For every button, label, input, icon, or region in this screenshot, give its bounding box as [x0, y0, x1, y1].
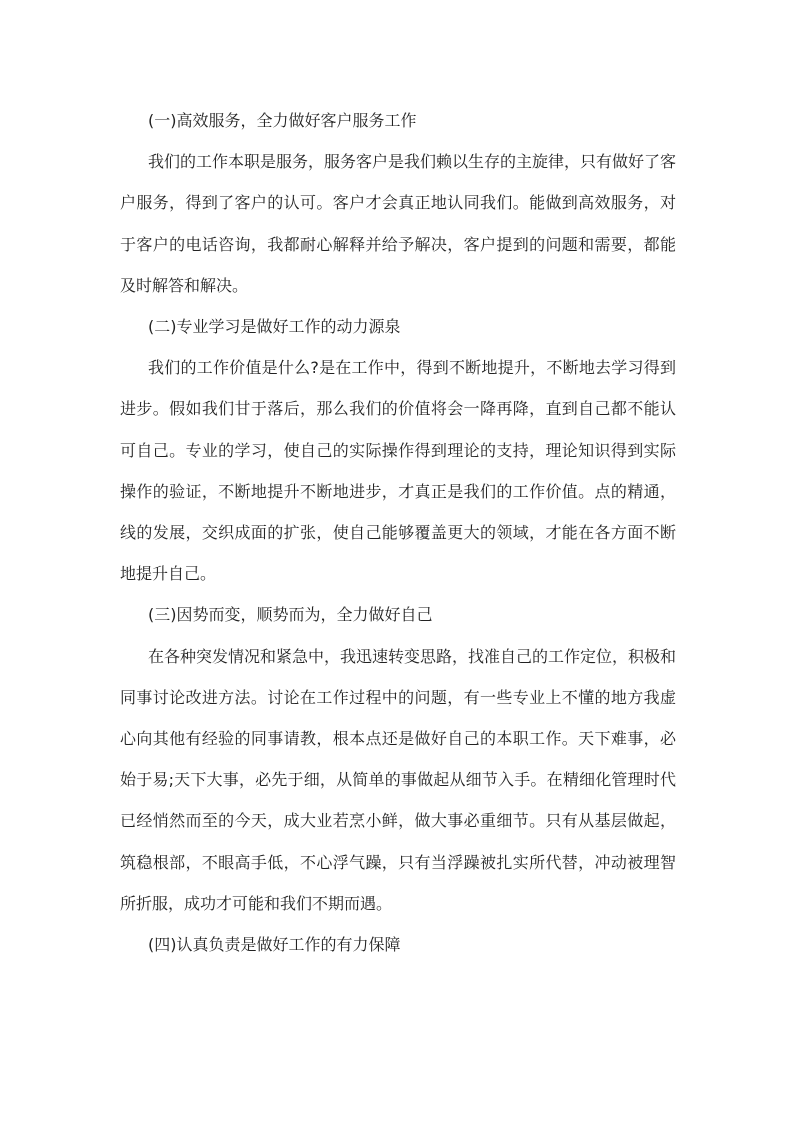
section-heading-3: (三)因势而变，顺势而为，全力做好自己: [148, 605, 433, 625]
section-paragraph-3: 在各种突发情况和紧急中，我迅速转变思路，找准自己的工作定位，积极和同事讨论改进方法。讨论在工作过程中的问题，有一些专业上不懂的地方我虚心向其他有经验的同事请教，根本点还是做好自己的本职工作。天下难事，必始于易;天下大事，必先于细，从简单的事做起从细节入手。在精细化管理时代已经悄然而至的今天，成大业若烹小鲜，做大事必重细节。只有从基层做起，筑稳根部，不眼高手低，不心浮气躁，只有当浮躁被扎实所代替，冲动被理智所折服，成功才可能和我们不期而遇。: [120, 646, 677, 913]
section-paragraph-2: 我们的工作价值是什么?是在工作中，得到不断地提升，不断地去学习得到进步。假如我们甘于落后，那么我们的价值将会一降再降，直到自己都不能认可自己。专业的学习，使自己的实际操作得到理论的支持，理论知识得到实际操作的验证，不断地提升不断地进步，才真正是我们的工作价值。点的精通，线的发展，交织成面的扩张，使自己能够覆盖更大的领域，才能在各方面不断地提升自己。: [120, 358, 676, 584]
section-paragraph-1: 我们的工作本职是服务，服务客户是我们赖以生存的主旋律，只有做好了客户服务，得到了客户的认可。客户才会真正地认同我们。能做到高效服务，对于客户的电话咨询，我都耐心解释并给予解决，客户提到的问题和需要，都能及时解答和解决。: [120, 152, 677, 295]
section-heading-1: (一)高效服务，全力做好客户服务工作: [148, 111, 417, 130]
section-heading-2: (二)专业学习是做好工作的动力源泉: [148, 317, 401, 337]
document-body: [120, 100, 676, 965]
section-heading-4: (四)认真负责是做好工作的有力保障: [148, 935, 401, 955]
